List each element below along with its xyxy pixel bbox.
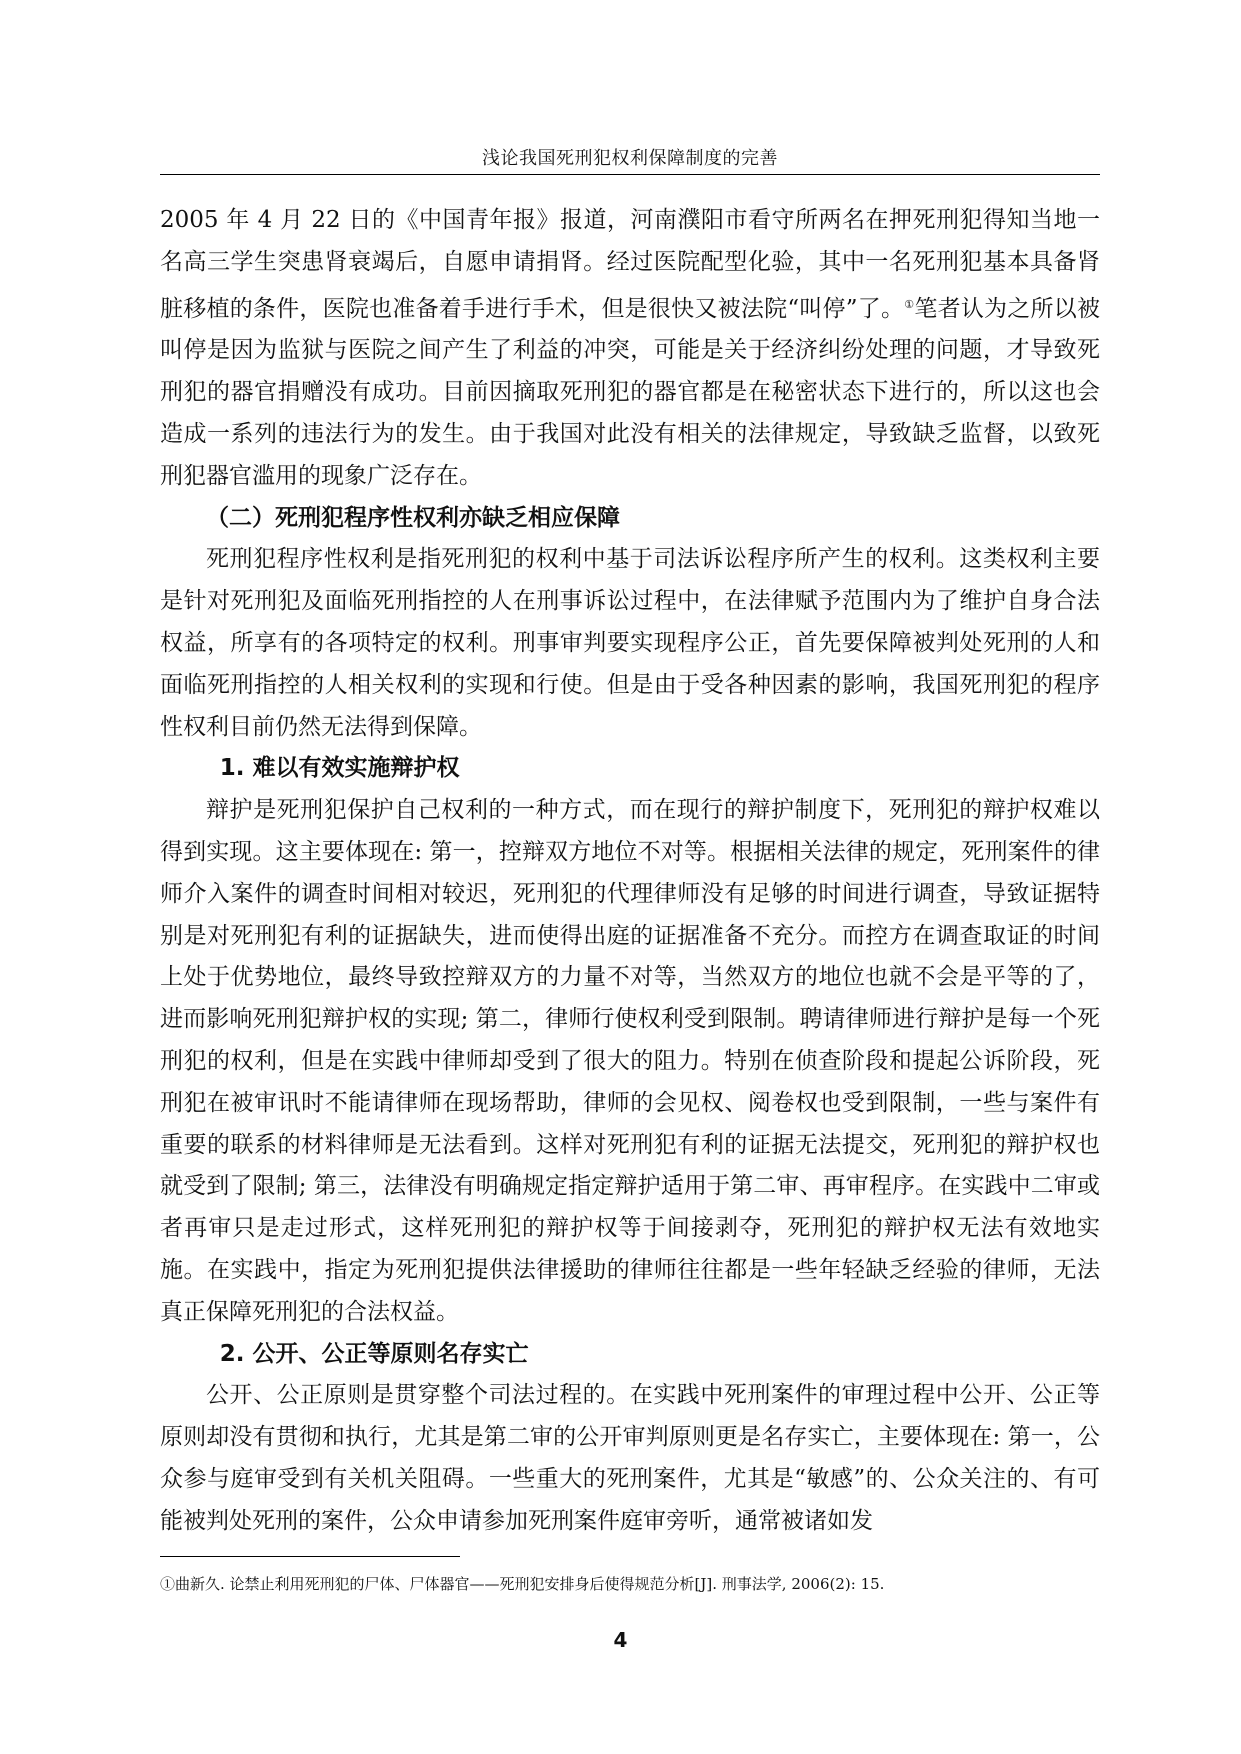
footnote: ①曲新久. 论禁止利用死刑犯的尸体、尸体器官——死刑犯安排身后使得规范分析[J]. 刑事法学, 2006(2): 15. [160,1575,885,1593]
paragraph-organ-donation [160,200,1100,498]
section-heading: （二）死刑犯程序性权利亦缺乏相应保障 [206,504,620,531]
main-text [160,200,1100,1543]
footnote-ref[interactable]: ① [904,297,915,311]
page-number: 4 [613,1628,628,1652]
subsection-heading: 1. 难以有效实施辩护权 [219,755,460,782]
paragraph-procedural-rights: 死刑犯程序性权利是指死刑犯的权利中基于司法诉讼程序所产生的权利。这类权利主要是针对死刑犯及面临死刑指控的人在刑事诉讼过程中，在法律赋予范围内为了维护自身合法权益，所享有的各项特定的权利。刑事审判要实现程序公正，首先要保障被判处死刑的人和面临死刑指控的人相关权利的实现和行使。但是由于受各种因素的影响，我国死刑犯的程序性权利目前仍然无法得到保障。 [160,546,1100,740]
running-header: 浅论我国死刑犯权利保障制度的完善 [482,148,778,169]
paragraph-text-cont: 笔者认为之所以被叫停是因为监狱与医院之间产生了利益的冲突，可能是关于经济纠纷处理的问题，才导致死刑犯的器官捐赠没有成功。目前因摘取死刑犯的器官都是在秘密状态下进行的，所以这也会造成一系列的违法行为的发生。由于我国对此没有相关的法律规定，导致缺乏监督，以致死刑犯器官滥用的现象广泛存在。 [160,295,1100,489]
footnote-divider [160,1556,460,1557]
header-divider [160,174,1100,175]
paragraph-text: 2005 年 4 月 22 日的《中国青年报》报道，河南濮阳市看守所两名在押死刑犯得知当地一名高三学生突患肾衰竭后，自愿申请捐肾。经过医院配型化验，其中一名死刑犯基本具备肾脏移植的条件，医院也准备着手进行手术，但是很快又被法院“叫停”了。 [160,207,1100,322]
paragraph-defense-rights: 辩护是死刑犯保护自己权利的一种方式，而在现行的辩护制度下，死刑犯的辩护权难以得到实现。这主要体现在: 第一，控辩双方地位不对等。根据相关法律的规定，死刑案件的律师介入案件的调查时间相对较迟，死刑犯的代理律师没有足够的时间进行调查，导致证据特别是对死刑犯有利的证据缺失，进而使得出庭的证据准备不充分。而控方在调查取证的时间上处于优势地位，最终导致控辩双方的力量不对等，当然双方的地位也就不会是平等的了，进而影响死刑犯辩护权的实现; 第二，律师行使权利受到限制。聘请律师进行辩护是每一个死刑犯的权利，但是在实践中律师却受到了很大的阻力。特别在侦查阶段和提起公诉阶段，死刑犯在被审讯时不能请律师在现场帮助，律师的会见权、阅卷权也受到限制，一些与案件有重要的联系的材料律师是无法看到。这样对死刑犯有利的证据无法提交，死刑犯的辩护权也就受到了限制; 第三，法律没有明确规定指定辩护适用于第二审、再审程序。在实践中二审或者再审只是走过形式，这样死刑犯的辩护权等于间接剥夺，死刑犯的辩护权无法有效地实施。在实践中，指定为死刑犯提供法律援助的律师往往都是一些年轻缺乏经验的律师，无法真正保障死刑犯的合法权益。 [160,797,1100,1325]
paragraph-open-trial: 公开、公正原则是贯穿整个司法过程的。在实践中死刑案件的审理过程中公开、公正等原则却没有贯彻和执行，尤其是第二审的公开审判原则更是名存实亡，主要体现在: 第一，公众参与庭审受到有关机关阻碍。一些重大的死刑案件，尤其是“敏感”的、公众关注的、有可能被判处死刑的案件，公众申请参加死刑案件庭审旁听，通常被诸如发 [160,1382,1100,1534]
subsection-heading: 2. 公开、公正等原则名存实亡 [219,1340,529,1367]
